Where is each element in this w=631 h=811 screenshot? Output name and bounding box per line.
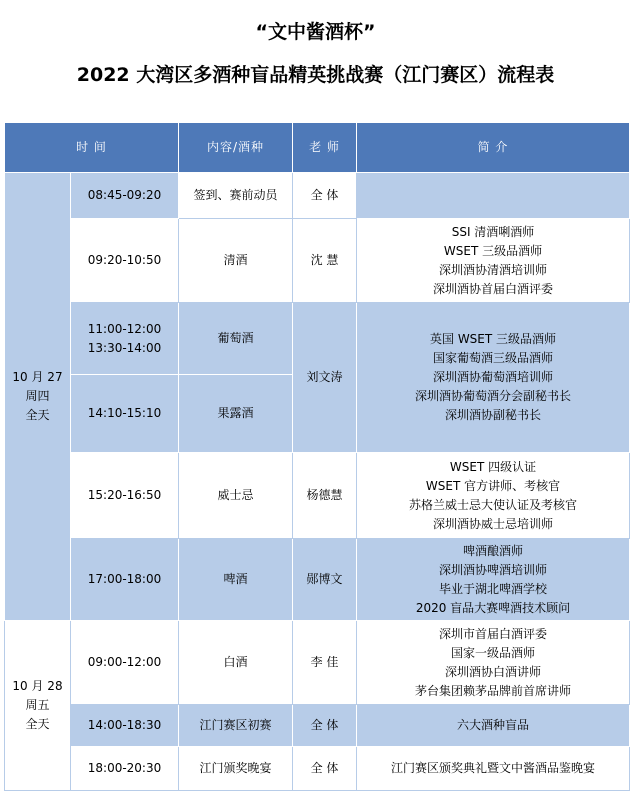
- time-cell: 17:00-18:00: [71, 539, 179, 621]
- intro-line: 2020 盲品大赛啤酒技术顾问: [415, 600, 571, 615]
- content-cell: 葡萄酒: [179, 303, 293, 375]
- content-cell: 江门赛区初赛: [179, 705, 293, 747]
- intro-line: WSET 四级认证: [449, 459, 537, 474]
- intro-line: 英国 WSET 三级品酒师: [430, 332, 557, 346]
- intro-line: WSET 官方讲师、考核官: [425, 478, 561, 493]
- intro-line: 深圳酒协副秘书长: [445, 408, 542, 422]
- header-time: 时 间: [5, 123, 179, 173]
- table-row: [5, 173, 630, 219]
- day2-span: 全天: [25, 717, 50, 731]
- intro-cell: [357, 173, 630, 219]
- time-cell: 08:45-09:20: [71, 173, 179, 219]
- date-cell-day2: [5, 621, 71, 791]
- intro-line: SSI 清酒唎酒师: [451, 224, 535, 239]
- table-row: [5, 747, 630, 791]
- content-cell: 清酒: [179, 219, 293, 303]
- teacher-cell: 全 体: [293, 705, 357, 747]
- content-cell: 白酒: [179, 621, 293, 705]
- content-cell: 啤酒: [179, 539, 293, 621]
- intro-cell: 六大酒种盲品: [357, 705, 630, 747]
- intro-cell: [357, 539, 630, 621]
- time-cell: 15:20-16:50: [71, 453, 179, 539]
- teacher-cell: 郧博文: [293, 539, 357, 621]
- header-intro: 简 介: [357, 123, 630, 173]
- time-cell: 14:00-18:30: [71, 705, 179, 747]
- time-cell: 09:20-10:50: [71, 219, 179, 303]
- table-row: [5, 303, 630, 375]
- time-cell: 09:00-12:00: [71, 621, 179, 705]
- intro-line: 国家一级品酒师: [451, 645, 536, 660]
- day1-weekday: 周四: [25, 389, 50, 403]
- time-line: 11:00-12:00: [87, 321, 162, 336]
- intro-cell: [357, 219, 630, 303]
- intro-line: 深圳酒协威士忌培训师: [433, 516, 554, 531]
- intro-cell: [357, 453, 630, 539]
- day2-weekday: 周五: [25, 698, 50, 712]
- intro-line: 啤酒酿酒师: [463, 543, 524, 558]
- table-row: [5, 219, 630, 303]
- title-line-1: “文中酱酒杯”: [255, 21, 376, 43]
- intro-line: 国家葡萄酒三级品酒师: [433, 351, 554, 365]
- content-cell: 威士忌: [179, 453, 293, 539]
- teacher-cell: 沈 慧: [293, 219, 357, 303]
- intro-cell: 江门赛区颁奖典礼暨文中酱酒品鉴晚宴: [357, 747, 630, 791]
- intro-line: 深圳酒协啤酒培训师: [439, 562, 548, 577]
- intro-cell: [357, 621, 630, 705]
- content-cell: 江门颁奖晚宴: [179, 747, 293, 791]
- teacher-cell: 杨德慧: [293, 453, 357, 539]
- intro-line: 苏格兰威士忌大使认证及考核官: [409, 497, 578, 512]
- header-teacher: 老 师: [293, 123, 357, 173]
- intro-line: 深圳酒协葡萄酒分会副秘书长: [415, 389, 572, 403]
- intro-cell: [357, 303, 630, 453]
- intro-line: 深圳市首届白酒评委: [439, 626, 548, 641]
- content-cell: 签到、赛前动员: [179, 173, 293, 219]
- time-cell: 18:00-20:30: [71, 747, 179, 791]
- intro-line: 毕业于湖北啤酒学校: [439, 581, 548, 596]
- table-row: [5, 621, 630, 705]
- teacher-cell: 刘文涛: [293, 303, 357, 453]
- table-row: [5, 453, 630, 539]
- date-cell-day1: [5, 173, 71, 621]
- intro-line: 深圳酒协首届白酒评委: [433, 281, 554, 296]
- day1-span: 全天: [25, 408, 50, 422]
- time-cell: [71, 303, 179, 375]
- day2-date: 10 月 28: [12, 679, 63, 693]
- teacher-cell: 李 佳: [293, 621, 357, 705]
- intro-line: WSET 三级品酒师: [443, 243, 543, 258]
- content-cell: 果露酒: [179, 375, 293, 453]
- table-row: [5, 705, 630, 747]
- header-content: 内容/酒种: [179, 123, 293, 173]
- intro-line: 深圳酒协白酒讲师: [445, 664, 542, 679]
- time-line: 13:30-14:00: [87, 340, 162, 355]
- header-row: [5, 123, 630, 173]
- intro-line: 深圳酒协清酒培训师: [439, 262, 548, 277]
- teacher-cell: 全 体: [293, 747, 357, 791]
- day1-date: 10 月 27: [12, 370, 63, 384]
- time-cell: 14:10-15:10: [71, 375, 179, 453]
- intro-line: 茅台集团赖茅品牌前首席讲师: [415, 683, 572, 698]
- schedule-table: [4, 122, 630, 791]
- teacher-cell: 全 体: [293, 173, 357, 219]
- intro-line: 深圳酒协葡萄酒培训师: [433, 370, 554, 384]
- table-row: [5, 539, 630, 621]
- title-line-2: 2022 大湾区多酒种盲品精英挑战赛（江门赛区）流程表: [76, 64, 555, 86]
